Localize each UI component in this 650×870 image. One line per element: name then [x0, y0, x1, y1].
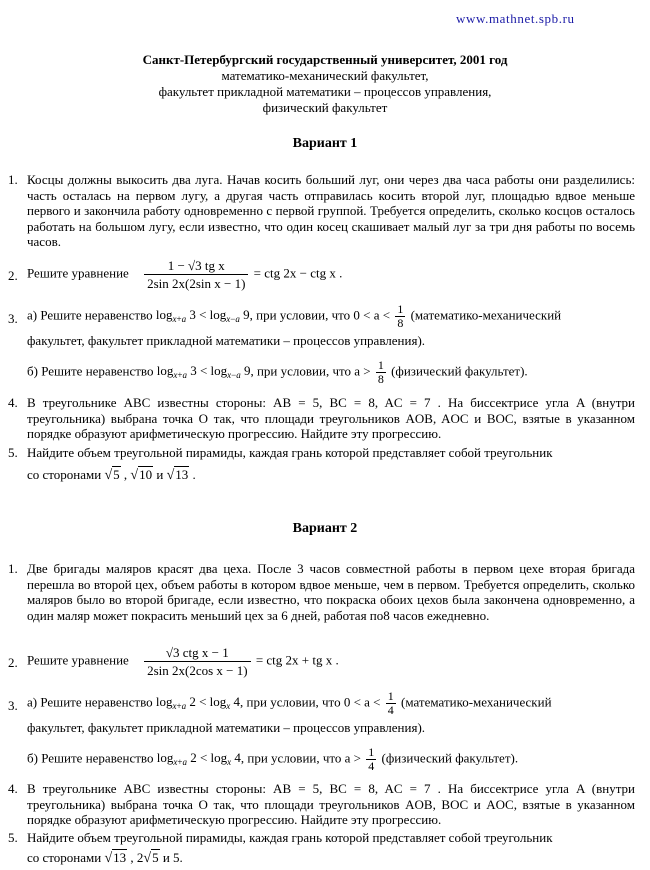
faculty-note: (математико-механический	[410, 307, 562, 323]
sqrt-13: √13	[104, 849, 127, 866]
problem-3a-continuation: факультет, факультет прикладной математики – процессов управления).	[27, 333, 426, 348]
v1-problem-5: 5. Найдите объем треугольной пирамиды, каждая грань которой представляет собой треугольник со сторонами √5 , √10 и √13 .	[8, 445, 635, 483]
problem-number: 5.	[8, 445, 18, 460]
condition: , при условии, что a >	[250, 362, 371, 378]
problem-3a-label: а) Решите неравенство	[27, 694, 153, 710]
equation-fraction	[144, 645, 251, 678]
problem-number: 4.	[8, 781, 18, 796]
problem-text: Решите уравнение	[27, 652, 129, 668]
inequality: $\log_{x+a} 3 < \log_{x-a} 9$	[156, 362, 251, 380]
v1-problem-3	[8, 303, 635, 386]
v1-problem-2	[8, 258, 635, 291]
problem-number: 5.	[8, 830, 18, 845]
sqrt-13: √13	[166, 466, 189, 483]
problem-number: 4.	[8, 395, 18, 410]
problem-number: 3.	[8, 311, 18, 326]
condition-fraction: $\frac{1}{4}$	[387, 689, 394, 717]
fraction-numerator: √3 ctg x − 1	[144, 645, 251, 662]
faculty-note: (физический факультет).	[391, 362, 528, 378]
equation-fraction	[144, 258, 248, 291]
problem-3b-label: б) Решите неравенство	[27, 749, 154, 765]
problem-number: 3.	[8, 698, 18, 713]
v1-problem-1	[8, 172, 635, 250]
problem-number: 2.	[8, 268, 18, 283]
problem-number: 1.	[8, 561, 18, 576]
fraction-denominator: 2sin 2x(2sin x − 1)	[147, 276, 246, 291]
problem-text: Косцы должны выкосить два луга. Начав косить больший луг, они через два часа работы они разделились: часть осталась на первом лугу, а другая часть отправилась косить второй луг, площадью вдвое меньше первого и закончила работу одновременно с первой группой. Требуется определить, сколько косцов осталось работать на большом лугу, если известно, что один косец скашивает малый луг за три дня работы по восемь часов.	[27, 172, 635, 249]
sqrt-5: √5	[143, 849, 159, 866]
problem-text: Найдите объем треугольной пирамиды, каждая грань которой представляет собой треугольник	[27, 830, 553, 845]
v2-problem-5: 5. Найдите объем треугольной пирамиды, каждая грань которой представляет собой треугольник со сторонами √13 , 2√5 и 5.	[8, 830, 635, 866]
condition-fraction: $\frac{1}{4}$	[368, 744, 375, 773]
faculty-note: (физический факультет).	[381, 749, 519, 765]
site-url[interactable]: www.mathnet.spb.ru	[456, 11, 575, 26]
condition: , при условии, что 0 < a <	[240, 694, 381, 710]
v2-problem-4	[8, 781, 635, 828]
v2-problem-1	[8, 561, 635, 623]
problem-3b-label: б) Решите неравенство	[27, 362, 154, 378]
inequality: $\log_{x+a} 2 < \log_x 4$	[155, 694, 241, 712]
condition-fraction: $\frac{1}{8}$	[377, 357, 384, 386]
problem-3a-continuation: факультет, факультет прикладной математики – процессов управления).	[27, 720, 426, 735]
faculty-note: (математико-механический	[401, 694, 552, 710]
document-header	[0, 52, 650, 116]
sides-label: со сторонами	[27, 466, 102, 482]
variant-1-title: Вариант 1	[292, 136, 358, 151]
sides-label: со сторонами	[27, 849, 102, 865]
sqrt-5: √5	[104, 466, 120, 483]
sqrt-10: √10	[130, 466, 153, 483]
equation-rhs: = ctg 2x + tg x .	[255, 652, 339, 668]
faculty-line-1: математико-механический факультет,	[221, 68, 429, 83]
v2-problem-3	[8, 690, 635, 773]
fraction-numerator: 1 − √3 tg x	[144, 258, 248, 275]
problem-text: В треугольнике ABC известны стороны: AB = 5, BC = 8, AC = 7 . На биссектрисе угла A (внутри треугольника) выбрана точка O так, что площади треугольников AOB, AOC и BOC, взятые в указанном порядке образуют арифметическую прогрессию. Найдите эту прогрессию.	[27, 395, 635, 441]
problem-number: 2.	[8, 655, 18, 670]
inequality: $\log_{x+a} 2 < \log_x 4$	[156, 749, 241, 767]
condition-fraction: $\frac{1}{8}$	[397, 302, 404, 330]
equation-rhs: = ctg 2x − ctg x .	[253, 265, 343, 281]
v1-problem-4	[8, 395, 635, 442]
condition: , при условии, что a >	[240, 749, 362, 765]
problem-3a-label: а) Решите неравенство	[27, 307, 153, 323]
condition: , при условии, что 0 < a <	[249, 307, 391, 323]
faculty-line-2: факультет прикладной математики – процессов управления,	[158, 84, 492, 99]
inequality: $\log_{x+a} 3 < \log_{x-a} 9$	[155, 307, 250, 325]
problem-text: Решите уравнение	[27, 265, 129, 281]
problem-number: 1.	[8, 172, 18, 187]
problem-text: В треугольнике ABC известны стороны: AB = 5, BC = 8, AC = 7 . На биссектрисе угла A (внутри треугольника) выбрана точка O так, что площади треугольников AOB, BOC и AOC, взятые в указанном порядке образуют арифметическую прогрессию. Найдите эту прогрессию.	[27, 781, 635, 827]
v2-problem-2	[8, 645, 635, 678]
problem-text: Найдите объем треугольной пирамиды, каждая грань которой представляет собой треугольник	[27, 445, 553, 460]
problem-text: Две бригады маляров красят два цеха. После 3 часов совместной работы в первом цехе вторая бригада перешла во второй цех, объем работы в котором вдвое меньше, чем в первом. Требуется определить, сколько маляров было во второй бригаде, если известно, что покраска обоих цехов была закончена одновременно, а один маляр может покрасить меньший цех за 6 дней, работая по8 часов ежедневно.	[27, 561, 635, 623]
university-title: Санкт-Петербургский государственный университет, 2001 год	[142, 52, 508, 67]
variant-2-title: Вариант 2	[292, 521, 358, 536]
fraction-denominator: 2sin 2x(2cos x − 1)	[147, 663, 248, 678]
faculty-line-3: физический факультет	[262, 100, 388, 115]
